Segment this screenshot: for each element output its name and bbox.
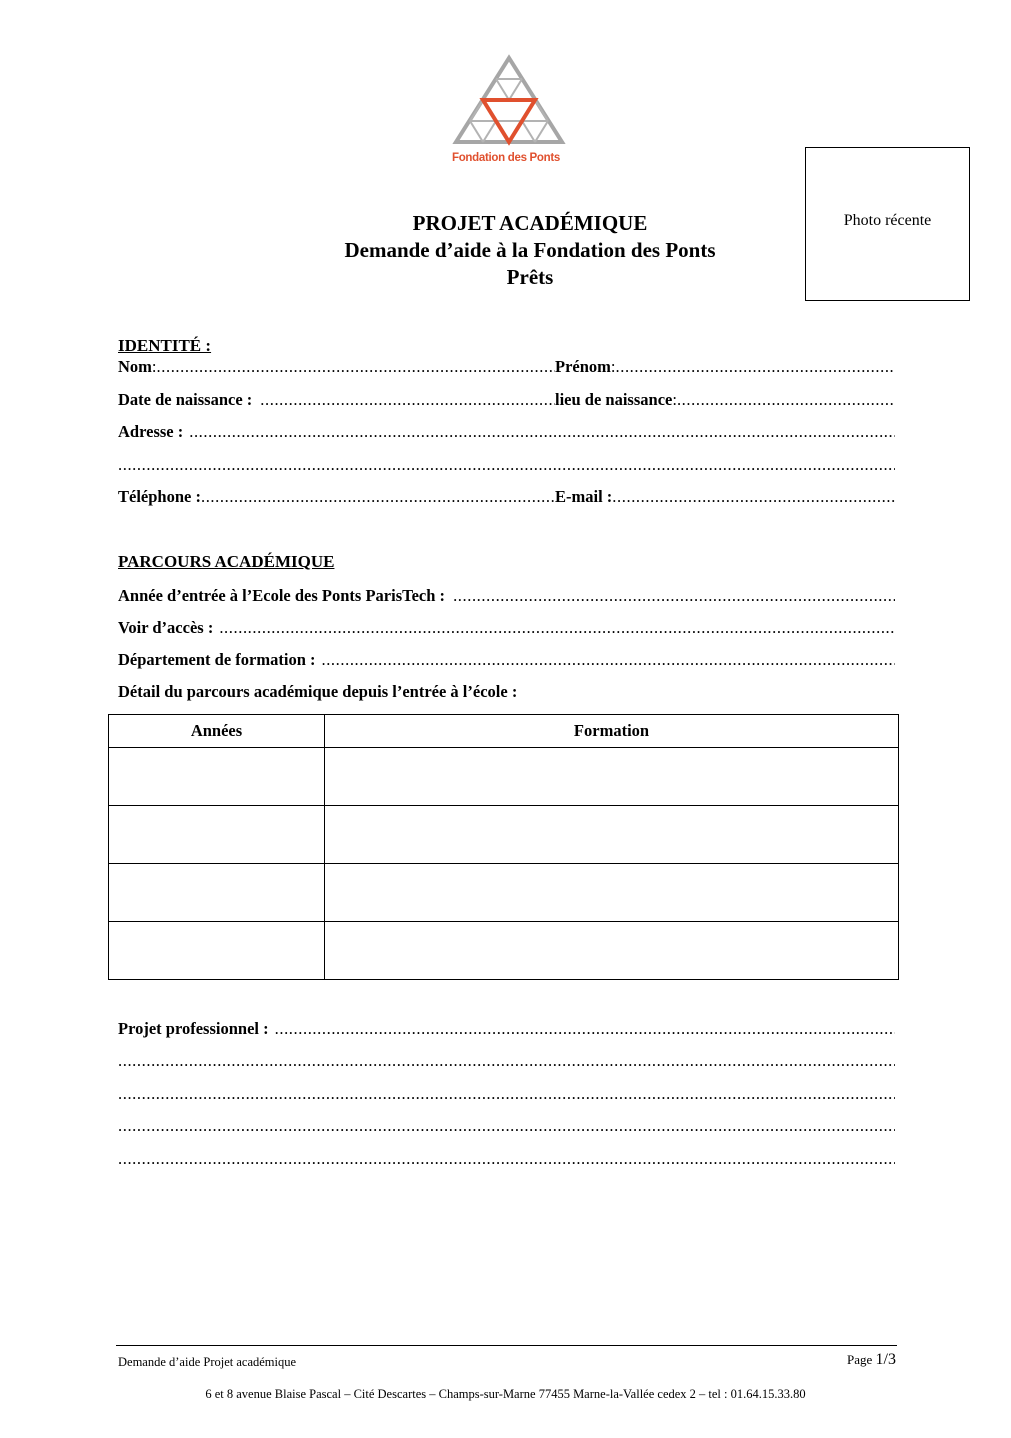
table-row <box>109 748 899 806</box>
document-subtitle: Demande d’aide à la Fondation des Ponts <box>344 238 716 262</box>
table-header-row <box>109 715 899 748</box>
cell-annees[interactable] <box>109 864 325 922</box>
footer-address: 6 et 8 avenue Blaise Pascal – Cité Descartes – Champs-sur-Marne 77455 Marne-la-Vallée cedex 2 – tel : 01.64.15.33.80 <box>205 1387 806 1401</box>
prenom-field[interactable]: Prénom : ..... <box>555 357 895 377</box>
nom-input[interactable] <box>157 357 555 377</box>
cell-formation[interactable] <box>325 864 899 922</box>
page-number: 1/3 <box>875 1351 896 1368</box>
logo-text: Fondation des Ponts <box>451 152 561 164</box>
cell-formation[interactable] <box>325 806 899 864</box>
projet-field[interactable] <box>118 1019 895 1041</box>
birth-row <box>118 390 895 412</box>
projet-input[interactable] <box>275 1019 895 1039</box>
projet-line-3[interactable] <box>118 1084 895 1106</box>
adresse-label: Adresse : <box>118 422 184 441</box>
name-row <box>118 357 895 379</box>
table-row <box>109 864 899 922</box>
detail-label-row <box>118 682 895 704</box>
academic-heading: PARCOURS ACADÉMIQUE <box>118 552 335 571</box>
photo-label: Photo récente <box>843 212 932 229</box>
table-row <box>109 922 899 980</box>
annee-entree-input[interactable] <box>453 586 895 606</box>
email-input[interactable] <box>612 487 895 507</box>
departement-label: Département de formation : <box>118 650 316 669</box>
telephone-label: Téléphone : <box>118 487 201 506</box>
prenom-label: Prénom <box>555 357 611 376</box>
telephone-input[interactable] <box>201 487 555 507</box>
date-naissance-input[interactable] <box>260 390 555 410</box>
footer-divider <box>116 1345 897 1346</box>
cell-formation[interactable] <box>325 922 899 980</box>
voie-acces-input[interactable] <box>219 618 895 638</box>
column-header-formation: Formation <box>325 715 899 748</box>
projet-input-4[interactable] <box>118 1116 895 1136</box>
lieu-naissance-label: lieu de naissance <box>555 390 673 409</box>
projet-label: Projet professionnel : <box>118 1019 269 1038</box>
adresse-line-2[interactable] <box>118 455 895 477</box>
telephone-field[interactable] <box>118 487 555 507</box>
cell-formation[interactable] <box>325 748 899 806</box>
detail-label: Détail du parcours académique depuis l’entrée à l’école : <box>118 682 518 701</box>
cell-annees[interactable] <box>109 748 325 806</box>
nom-label: Nom <box>118 357 152 376</box>
projet-input-2[interactable] <box>118 1051 895 1071</box>
projet-input-5[interactable] <box>118 1149 895 1169</box>
contact-row <box>118 487 895 509</box>
date-naissance-label: Date de naissance : <box>118 390 253 409</box>
page-indicator <box>780 1351 896 1369</box>
date-naissance-field[interactable] <box>118 390 555 410</box>
table-row <box>109 806 899 864</box>
annee-entree-field[interactable] <box>118 586 895 608</box>
adresse-field[interactable] <box>118 422 895 444</box>
departement-input[interactable] <box>321 650 895 670</box>
projet-line-4[interactable] <box>118 1116 895 1138</box>
cell-annees[interactable] <box>109 922 325 980</box>
academic-table <box>108 714 899 980</box>
annee-entree-label: Année d’entrée à l’Ecole des Ponts ParisTech : <box>118 586 446 605</box>
cell-annees[interactable] <box>109 806 325 864</box>
column-header-annees: Années <box>109 715 325 748</box>
lieu-naissance-input[interactable] <box>677 390 895 410</box>
identity-heading: IDENTITÉ : <box>118 336 212 355</box>
voie-acces-label: Voir d’accès : <box>118 618 214 637</box>
prenom-input[interactable] <box>616 357 896 377</box>
email-field[interactable] <box>555 487 895 507</box>
page-prefix: Page <box>847 1352 876 1367</box>
document-header <box>200 210 860 291</box>
voie-acces-field[interactable] <box>118 618 895 640</box>
adresse-input-2[interactable] <box>118 455 895 475</box>
nom-field[interactable]: Nom : ..... <box>118 357 555 377</box>
email-label: E-mail : <box>555 487 613 506</box>
projet-input-3[interactable] <box>118 1084 895 1104</box>
document-type: Prêts <box>506 265 554 289</box>
projet-line-5[interactable] <box>118 1149 895 1171</box>
document-title: PROJET ACADÉMIQUE <box>412 211 648 235</box>
footer-doc-name: Demande d’aide Projet académique <box>118 1355 297 1369</box>
projet-line-2[interactable] <box>118 1051 895 1073</box>
lieu-naissance-field[interactable]: lieu de naissance : ..... <box>555 390 895 410</box>
departement-field[interactable] <box>118 650 895 672</box>
adresse-input[interactable] <box>189 422 895 442</box>
